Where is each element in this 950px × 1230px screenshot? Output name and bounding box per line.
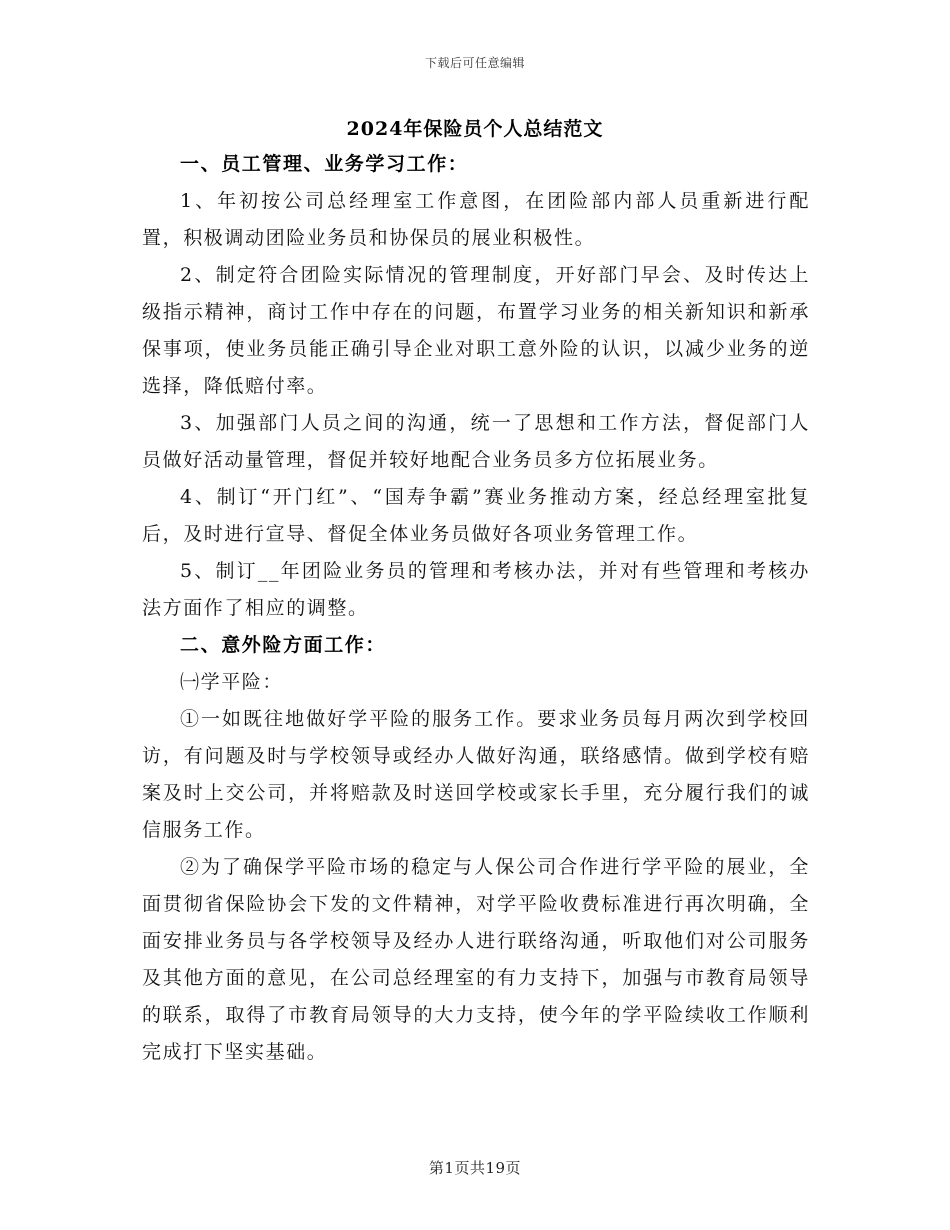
header-note: 下载后可任意编辑 <box>424 56 525 70</box>
paragraph-circled-1: ①一如既往地做好学平险的服务工作。要求业务员每月两次到学校回访，有问题及时与学校领导或经办人做好沟通，联络感情。做到学校有赔案及时上交公司，并将赔款及时送回学校或家长手里，充分履行我们的诚信服务工作。 <box>142 708 810 841</box>
paragraph-item-3: 3、加强部门人员之间的沟通，统一了思想和工作方法，督促部门人员做好活动量管理，督促并较好地配合业务员多方位拓展业务。 <box>142 412 810 471</box>
paragraph-item-5: 5、制订__年团险业务员的管理和考核办法，并对有些管理和考核办法方面作了相应的调整。 <box>142 560 810 619</box>
paragraph-item-2: 2、制定符合团险实际情况的管理制度，开好部门早会、及时传达上级指示精神，商讨工作中存在的问题，布置学习业务的相关新知识和新承保事项，使业务员能正确引导企业对职工意外险的认识，以减少业务的逆选择，降低赔付率。 <box>142 264 810 397</box>
section-heading-staff-management: 一、员工管理、业务学习工作： <box>180 153 469 175</box>
paragraph-item-4: 4、制订“开门红”、“国寿争霸”赛业务推动方案，经总经理室批复后，及时进行宣导、督促全体业务员做好各项业务管理工作。 <box>142 486 810 545</box>
page-number-footer: 第1页共19页 <box>428 1159 522 1177</box>
document-title: 2024年保险员个人总结范文 <box>346 118 604 140</box>
document-body <box>142 146 810 1071</box>
subsection-heading-student-insurance: ㈠学平险： <box>180 671 284 693</box>
paragraph-circled-2: ②为了确保学平险市场的稳定与人保公司合作进行学平险的展业，全面贯彻省保险协会下发的文件精神，对学平险收费标准进行再次明确，全面安排业务员与各学校领导及经办人进行联络沟通，听取他们对公司服务及其他方面的意见，在公司总经理室的有力支持下，加强与市教育局领导的联系，取得了市教育局领导的大力支持，使今年的学平险续收工作顺利完成打下坚实基础。 <box>142 856 810 1063</box>
section-heading-accident-insurance: 二、意外险方面工作： <box>180 634 387 656</box>
paragraph-item-1: 1、年初按公司总经理室工作意图，在团险部内部人员重新进行配置，积极调动团险业务员和协保员的展业积极性。 <box>142 190 810 249</box>
